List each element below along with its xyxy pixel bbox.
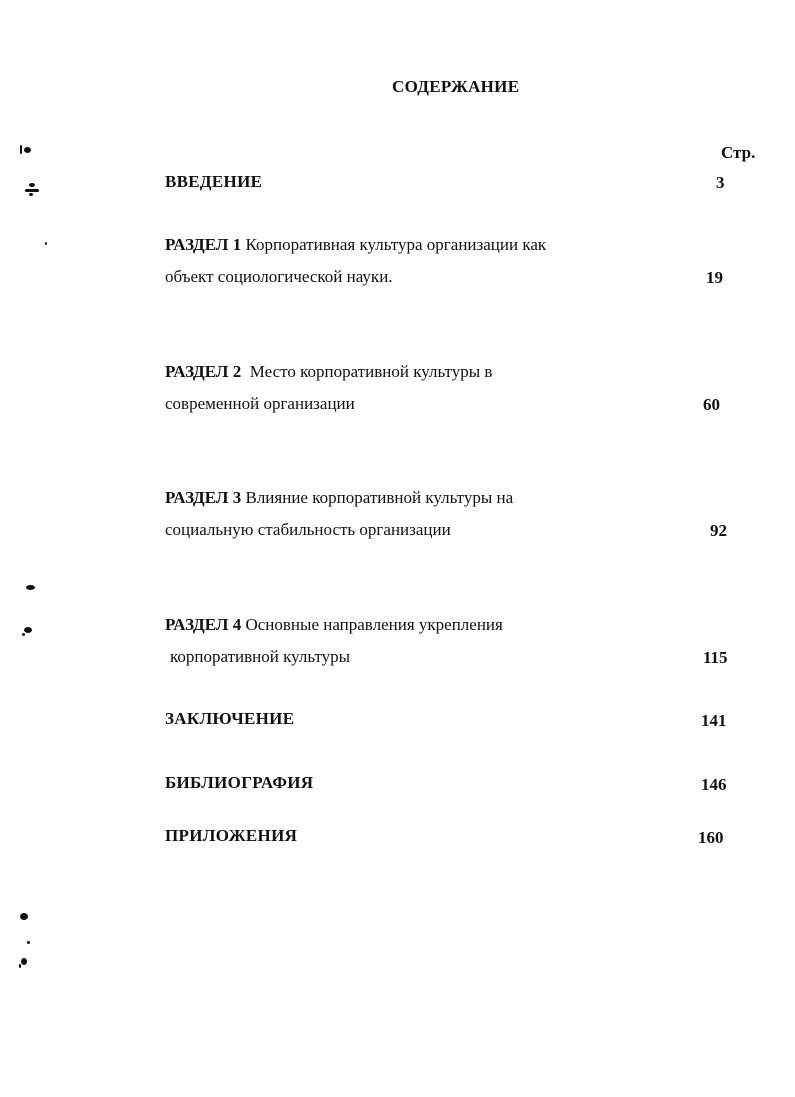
toc-entry-section-4 bbox=[165, 609, 503, 673]
toc-entry-line: объект социологической науки. bbox=[165, 267, 393, 286]
toc-entry-prefix: РАЗДЕЛ 4 bbox=[165, 615, 242, 634]
toc-entry-line bbox=[165, 482, 513, 514]
toc-entry-prefix: РАЗДЕЛ 2 bbox=[165, 362, 242, 381]
toc-entry-text: Влияние корпоративной культуры на bbox=[245, 488, 514, 507]
toc-entry-page-number: 146 bbox=[701, 775, 727, 794]
toc-entry-bibliography bbox=[165, 767, 313, 799]
toc-entry-line: корпоративной культуры bbox=[170, 647, 351, 666]
toc-entry-section-2 bbox=[165, 356, 492, 420]
scan-speck bbox=[27, 941, 30, 944]
scan-speck bbox=[26, 585, 35, 590]
toc-entry-title: БИБЛИОГРАФИЯ bbox=[165, 773, 314, 792]
toc-entry-line bbox=[165, 609, 503, 641]
toc-entry-title: ВВЕДЕНИЕ bbox=[165, 172, 263, 191]
scan-speck bbox=[19, 964, 21, 968]
page-column-label: Стр. bbox=[721, 143, 756, 162]
toc-entry-text: Корпоративная культура организации как bbox=[245, 235, 547, 254]
scan-speck bbox=[21, 958, 27, 965]
toc-entry-page-number: 160 bbox=[698, 828, 724, 847]
toc-entry-page-number: 115 bbox=[703, 648, 728, 667]
scan-speck bbox=[24, 147, 31, 153]
toc-entry-section-3 bbox=[165, 482, 513, 546]
scan-speck bbox=[29, 183, 35, 187]
toc-entry-text: Основные направления укрепления bbox=[245, 615, 503, 634]
scan-speck bbox=[20, 913, 28, 920]
scan-speck bbox=[20, 145, 22, 154]
toc-entry-conclusion bbox=[165, 703, 294, 735]
toc-entry-introduction bbox=[165, 166, 262, 198]
toc-entry-page-number: 92 bbox=[710, 521, 727, 540]
page-title: СОДЕРЖАНИЕ bbox=[392, 77, 520, 96]
toc-entry-line bbox=[165, 356, 492, 388]
toc-entry-text: Место корпоративной культуры в bbox=[249, 362, 493, 381]
scan-speck bbox=[29, 193, 33, 196]
toc-entry-prefix: РАЗДЕЛ 1 bbox=[165, 235, 242, 254]
toc-entry-title: ЗАКЛЮЧЕНИЕ bbox=[165, 709, 295, 728]
toc-entry-title: ПРИЛОЖЕНИЯ bbox=[165, 826, 298, 845]
toc-entry-page-number: 19 bbox=[706, 268, 723, 287]
toc-entry-prefix: РАЗДЕЛ 3 bbox=[165, 488, 242, 507]
toc-entry-appendices bbox=[165, 820, 297, 852]
toc-entry-line bbox=[165, 229, 546, 261]
toc-entry-section-1 bbox=[165, 229, 546, 293]
scan-speck bbox=[22, 633, 25, 636]
scan-speck bbox=[24, 627, 32, 633]
scan-speck bbox=[45, 242, 47, 245]
scan-speck bbox=[25, 189, 39, 192]
toc-entry-page-number: 60 bbox=[703, 395, 720, 414]
toc-entry-page-number: 3 bbox=[716, 173, 725, 192]
toc-entry-line: социальную стабильность организации bbox=[165, 520, 451, 539]
toc-entry-line: современной организации bbox=[165, 394, 355, 413]
toc-entry-page-number: 141 bbox=[701, 711, 727, 730]
